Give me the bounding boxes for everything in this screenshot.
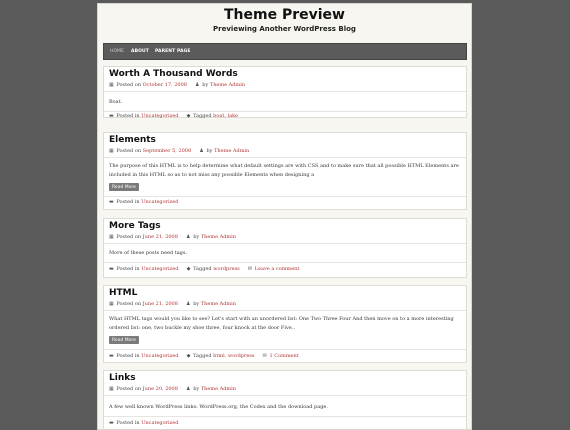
page-container — [97, 3, 472, 430]
category-link[interactable]: Uncategorized — [141, 199, 179, 205]
post-date-link[interactable]: June 21, 2008 — [142, 301, 178, 307]
post-more-tags — [103, 218, 467, 278]
divider — [104, 416, 466, 417]
post-author-link[interactable]: Theme Admin — [200, 234, 236, 240]
comment-icon: ✉ — [262, 353, 267, 359]
calendar-icon: ▦ — [109, 301, 114, 307]
post-meta: ▦ Posted on June 21, 2008 ♟ by Theme Admin — [109, 301, 236, 307]
post-meta: ▦ Posted on June 21, 2008 ♟ by Theme Admin — [109, 234, 236, 240]
calendar-icon: ▦ — [109, 82, 114, 88]
category-link[interactable]: Uncategorized — [141, 353, 179, 359]
divider — [104, 111, 466, 112]
post-author-link[interactable]: Theme Admin — [209, 82, 246, 88]
divider — [104, 395, 466, 396]
read-more-button[interactable]: Read More — [109, 336, 139, 344]
tag-icon: ◆ — [186, 266, 191, 272]
post-date-link[interactable]: June 21, 2008 — [142, 234, 178, 240]
post-title[interactable]: More Tags — [109, 221, 161, 231]
tag-links[interactable]: boat, lake — [213, 113, 239, 119]
nav-item-home[interactable]: HOME — [110, 49, 125, 54]
divider — [104, 310, 466, 311]
folder-icon: ▬ — [109, 266, 114, 272]
tag-links[interactable]: wordpress — [213, 266, 240, 272]
post-meta: ▦ Posted on October 17, 2008 ♟ by Theme Admin — [109, 82, 246, 88]
comments-link[interactable]: 1 Comment — [269, 353, 299, 359]
user-icon: ♟ — [195, 82, 200, 88]
post-author-link[interactable]: Theme Admin — [214, 148, 250, 154]
divider — [104, 243, 466, 244]
category-link[interactable]: Uncategorized — [141, 266, 179, 272]
tag-links[interactable]: html, wordpress — [213, 353, 255, 359]
post-elements — [103, 132, 467, 210]
post-links — [103, 370, 467, 430]
post-excerpt: The purpose of this HTML is to help determine what default settings are with CSS and to make sure that all possible HTML Elements are included in this HTML so as to not miss any possible Elements when designing a — [109, 163, 459, 178]
divider — [104, 262, 466, 263]
post-meta: ▦ Posted on June 20, 2008 ♟ by Theme Admin — [109, 386, 236, 392]
divider — [104, 196, 466, 197]
post-author-link[interactable]: Theme Admin — [200, 301, 236, 307]
post-excerpt: Boat. — [109, 99, 123, 105]
post-html — [103, 285, 467, 363]
folder-icon: ▬ — [109, 420, 114, 426]
post-author-link[interactable]: Theme Admin — [200, 386, 236, 392]
post-date-link[interactable]: September 5, 2008 — [142, 148, 192, 154]
read-more-button[interactable]: Read More — [109, 183, 139, 191]
nav-item-parent-page[interactable]: PARENT PAGE — [155, 49, 191, 54]
folder-icon: ▬ — [109, 353, 114, 359]
main-navigation — [103, 43, 467, 60]
site-description: Previewing Another WordPress Blog — [213, 25, 356, 33]
comment-icon: ✉ — [247, 266, 253, 272]
post-excerpt: What HTML tags would you like to see? Let's start with an unordered list: One Two Three Four And then move on to a more interesting ordered list: one, two buckle my shoe three, four knock at the door Five.. — [109, 316, 454, 331]
post-footer: ▬ Posted in Uncategorized ◆ Tagged boat, lake — [109, 113, 239, 119]
user-icon: ♟ — [186, 386, 191, 392]
post-meta: ▦ Posted on September 5, 2008 ♟ by Theme Admin — [109, 148, 250, 154]
user-icon: ♟ — [199, 148, 204, 154]
nav-item-about[interactable]: ABOUT — [131, 49, 149, 54]
post-worth-a-thousand-words — [103, 66, 467, 118]
post-date-link[interactable]: June 20, 2008 — [142, 386, 178, 392]
divider — [104, 349, 466, 350]
folder-icon: ▬ — [109, 199, 114, 205]
post-title[interactable]: Links — [109, 373, 136, 383]
comments-link[interactable]: Leave a comment — [254, 266, 300, 272]
divider — [104, 91, 466, 92]
post-excerpt: More of these posts need tags. — [109, 250, 188, 256]
post-footer: ▬ Posted in Uncategorized ◆ Tagged html, wordpress ✉ 1 Comment — [109, 353, 299, 359]
post-footer: ▬ Posted in Uncategorized ◆ Tagged wordpress ✉ Leave a comment — [109, 266, 300, 272]
divider — [104, 157, 466, 158]
post-excerpt: A few well known WordPress links: WordPress.org, the Codex and the download page. — [109, 404, 328, 410]
calendar-icon: ▦ — [109, 386, 114, 392]
calendar-icon: ▦ — [109, 148, 114, 154]
post-title[interactable]: Elements — [109, 135, 156, 145]
tag-icon: ◆ — [186, 113, 191, 119]
site-title[interactable]: Theme Preview — [224, 7, 345, 23]
post-footer: ▬ Posted in Uncategorized — [109, 420, 179, 426]
tag-icon: ◆ — [186, 353, 191, 359]
post-date-link[interactable]: October 17, 2008 — [142, 82, 187, 88]
category-link[interactable]: Uncategorized — [141, 420, 179, 426]
user-icon: ♟ — [186, 234, 191, 240]
calendar-icon: ▦ — [109, 234, 114, 240]
post-title[interactable]: Worth A Thousand Words — [109, 69, 238, 79]
post-footer: ▬ Posted in Uncategorized — [109, 199, 179, 205]
post-title[interactable]: HTML — [109, 288, 138, 298]
folder-icon: ▬ — [109, 113, 114, 119]
category-link[interactable]: Uncategorized — [141, 113, 179, 119]
user-icon: ♟ — [186, 301, 191, 307]
